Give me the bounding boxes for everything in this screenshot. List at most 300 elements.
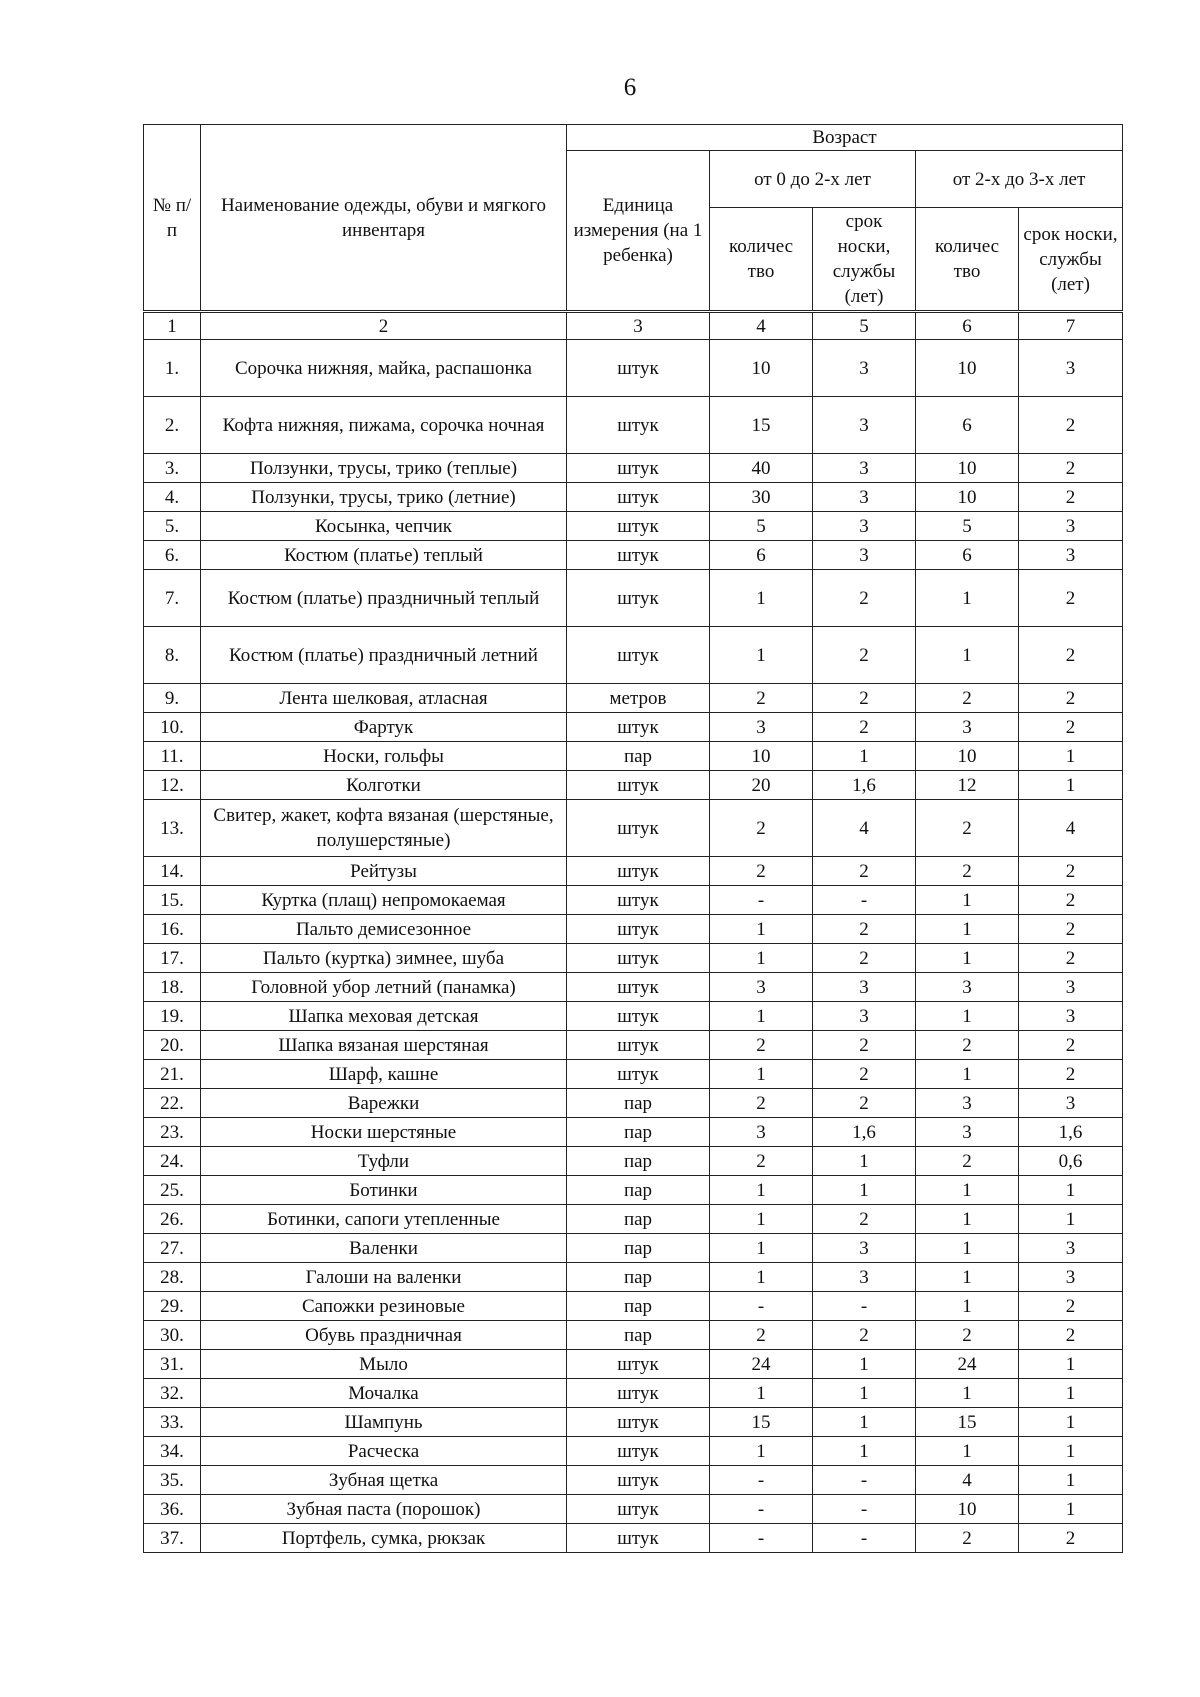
table-row (144, 1466, 1123, 1495)
wear-term-2-3: 3 (1019, 1263, 1123, 1292)
row-number: 14. (144, 857, 201, 886)
unit-of-measure: штук (567, 973, 710, 1002)
table-row (144, 742, 1123, 771)
table-row (144, 483, 1123, 512)
item-name: Мыло (201, 1350, 567, 1379)
table-row (144, 1147, 1123, 1176)
unit-of-measure: штук (567, 1031, 710, 1060)
row-number: 9. (144, 684, 201, 713)
row-number: 23. (144, 1118, 201, 1147)
item-name: Сорочка нижняя, майка, распашонка (201, 340, 567, 397)
column-number: 7 (1019, 312, 1123, 340)
item-name: Варежки (201, 1089, 567, 1118)
item-name: Обувь праздничная (201, 1321, 567, 1350)
unit-of-measure: штук (567, 1466, 710, 1495)
wear-term-2-3: 2 (1019, 915, 1123, 944)
row-number: 12. (144, 771, 201, 800)
unit-of-measure: штук (567, 1002, 710, 1031)
quantity-0-2: 1 (710, 944, 813, 973)
wear-term-0-2: - (813, 1495, 916, 1524)
row-number: 26. (144, 1205, 201, 1234)
table-row (144, 397, 1123, 454)
quantity-2-3: 24 (916, 1350, 1019, 1379)
unit-of-measure: пар (567, 1321, 710, 1350)
column-number: 2 (201, 312, 567, 340)
row-number: 18. (144, 973, 201, 1002)
table-row (144, 1350, 1123, 1379)
table-row (144, 1089, 1123, 1118)
table-row (144, 570, 1123, 627)
table-row (144, 713, 1123, 742)
wear-term-2-3: 3 (1019, 973, 1123, 1002)
wear-term-2-3: 3 (1019, 340, 1123, 397)
quantity-0-2: 1 (710, 627, 813, 684)
wear-term-2-3: 1 (1019, 1495, 1123, 1524)
row-number: 11. (144, 742, 201, 771)
quantity-2-3: 10 (916, 742, 1019, 771)
column-number: 6 (916, 312, 1019, 340)
wear-term-2-3: 1 (1019, 771, 1123, 800)
row-number: 29. (144, 1292, 201, 1321)
wear-term-0-2: 4 (813, 800, 916, 857)
table-row (144, 771, 1123, 800)
wear-term-0-2: 3 (813, 1263, 916, 1292)
row-number: 7. (144, 570, 201, 627)
quantity-2-3: 6 (916, 397, 1019, 454)
item-name: Пальто (куртка) зимнее, шуба (201, 944, 567, 973)
column-number: 4 (710, 312, 813, 340)
unit-of-measure: штук (567, 570, 710, 627)
wear-term-0-2: 1 (813, 1379, 916, 1408)
page-number: 6 (623, 74, 637, 101)
wear-term-2-3: 1 (1019, 1379, 1123, 1408)
row-number: 31. (144, 1350, 201, 1379)
header-num: № п/п (144, 125, 201, 312)
quantity-2-3: 3 (916, 973, 1019, 1002)
row-number: 27. (144, 1234, 201, 1263)
wear-term-2-3: 3 (1019, 541, 1123, 570)
wear-term-2-3: 2 (1019, 1060, 1123, 1089)
wear-term-2-3: 2 (1019, 713, 1123, 742)
unit-of-measure: пар (567, 1176, 710, 1205)
item-name: Мочалка (201, 1379, 567, 1408)
item-name: Пальто демисезонное (201, 915, 567, 944)
quantity-0-2: - (710, 1495, 813, 1524)
quantity-0-2: 2 (710, 1089, 813, 1118)
wear-term-0-2: 2 (813, 713, 916, 742)
header-name: Наименование одежды, обуви и мягкого инвентаря (201, 125, 567, 312)
wear-term-2-3: 1 (1019, 742, 1123, 771)
column-number: 1 (144, 312, 201, 340)
wear-term-0-2: 2 (813, 570, 916, 627)
quantity-2-3: 1 (916, 1292, 1019, 1321)
wear-term-2-3: 2 (1019, 1031, 1123, 1060)
item-name: Шапка вязаная шерстяная (201, 1031, 567, 1060)
item-name: Галоши на валенки (201, 1263, 567, 1292)
table-row (144, 1263, 1123, 1292)
quantity-2-3: 1 (916, 944, 1019, 973)
item-name: Костюм (платье) праздничный теплый (201, 570, 567, 627)
row-number: 16. (144, 915, 201, 944)
item-name: Зубная паста (порошок) (201, 1495, 567, 1524)
quantity-0-2: - (710, 886, 813, 915)
wear-term-2-3: 2 (1019, 944, 1123, 973)
row-number: 36. (144, 1495, 201, 1524)
wear-term-0-2: 1 (813, 1176, 916, 1205)
wear-term-2-3: 3 (1019, 1002, 1123, 1031)
row-number: 4. (144, 483, 201, 512)
table-row (144, 1292, 1123, 1321)
quantity-0-2: 1 (710, 1002, 813, 1031)
wear-term-0-2: 2 (813, 627, 916, 684)
table-row (144, 1379, 1123, 1408)
row-number: 20. (144, 1031, 201, 1060)
wear-term-0-2: 2 (813, 1089, 916, 1118)
item-name: Рейтузы (201, 857, 567, 886)
wear-term-2-3: 2 (1019, 397, 1123, 454)
quantity-2-3: 5 (916, 512, 1019, 541)
quantity-0-2: - (710, 1466, 813, 1495)
header-term-1: срок носки, службы (лет) (813, 208, 916, 312)
wear-term-0-2: 3 (813, 973, 916, 1002)
item-name: Ползунки, трусы, трико (летние) (201, 483, 567, 512)
quantity-0-2: - (710, 1292, 813, 1321)
wear-term-0-2: 3 (813, 483, 916, 512)
wear-term-0-2: 1,6 (813, 771, 916, 800)
table-row (144, 1031, 1123, 1060)
quantity-2-3: 2 (916, 800, 1019, 857)
item-name: Зубная щетка (201, 1466, 567, 1495)
wear-term-2-3: 2 (1019, 1321, 1123, 1350)
quantity-0-2: 1 (710, 1437, 813, 1466)
unit-of-measure: штук (567, 1350, 710, 1379)
table-row (144, 1437, 1123, 1466)
unit-of-measure: штук (567, 944, 710, 973)
quantity-2-3: 1 (916, 1205, 1019, 1234)
unit-of-measure: штук (567, 454, 710, 483)
unit-of-measure: штук (567, 397, 710, 454)
table-row (144, 886, 1123, 915)
wear-term-0-2: 2 (813, 915, 916, 944)
quantity-2-3: 1 (916, 1263, 1019, 1292)
wear-term-2-3: 0,6 (1019, 1147, 1123, 1176)
column-number: 5 (813, 312, 916, 340)
wear-term-0-2: 2 (813, 684, 916, 713)
quantity-2-3: 1 (916, 570, 1019, 627)
quantity-0-2: 3 (710, 1118, 813, 1147)
quantity-0-2: 30 (710, 483, 813, 512)
unit-of-measure: штук (567, 771, 710, 800)
row-number: 32. (144, 1379, 201, 1408)
unit-of-measure: пар (567, 1205, 710, 1234)
row-number: 6. (144, 541, 201, 570)
quantity-2-3: 10 (916, 483, 1019, 512)
quantity-0-2: 2 (710, 800, 813, 857)
row-number: 17. (144, 944, 201, 973)
wear-term-2-3: 2 (1019, 454, 1123, 483)
item-name: Ползунки, трусы, трико (теплые) (201, 454, 567, 483)
item-name: Туфли (201, 1147, 567, 1176)
quantity-0-2: 3 (710, 713, 813, 742)
quantity-0-2: 40 (710, 454, 813, 483)
header-age-group-1: от 0 до 2-х лет (710, 151, 916, 208)
row-number: 3. (144, 454, 201, 483)
item-name: Носки, гольфы (201, 742, 567, 771)
quantity-0-2: 1 (710, 1379, 813, 1408)
row-number: 21. (144, 1060, 201, 1089)
wear-term-2-3: 2 (1019, 857, 1123, 886)
quantity-0-2: 1 (710, 1234, 813, 1263)
unit-of-measure: штук (567, 915, 710, 944)
wear-term-0-2: - (813, 1524, 916, 1553)
quantity-0-2: 1 (710, 570, 813, 627)
quantity-2-3: 10 (916, 1495, 1019, 1524)
quantity-2-3: 2 (916, 1031, 1019, 1060)
quantity-0-2: 1 (710, 915, 813, 944)
table-row (144, 684, 1123, 713)
wear-term-2-3: 3 (1019, 1234, 1123, 1263)
table-row (144, 1060, 1123, 1089)
quantity-0-2: 20 (710, 771, 813, 800)
item-name: Костюм (платье) праздничный летний (201, 627, 567, 684)
row-number: 33. (144, 1408, 201, 1437)
wear-term-0-2: 1 (813, 1147, 916, 1176)
wear-term-0-2: 1 (813, 1350, 916, 1379)
header-term-2: срок носки, службы (лет) (1019, 208, 1123, 312)
wear-term-0-2: 3 (813, 397, 916, 454)
table-body (144, 312, 1123, 1553)
wear-term-2-3: 2 (1019, 483, 1123, 512)
item-name: Кофта нижняя, пижама, сорочка ночная (201, 397, 567, 454)
wear-term-0-2: 1 (813, 742, 916, 771)
table-row (144, 1205, 1123, 1234)
unit-of-measure: штук (567, 1437, 710, 1466)
wear-term-0-2: 2 (813, 944, 916, 973)
unit-of-measure: пар (567, 1292, 710, 1321)
item-name: Шарф, кашне (201, 1060, 567, 1089)
unit-of-measure: пар (567, 1263, 710, 1292)
wear-term-0-2: 2 (813, 857, 916, 886)
unit-of-measure: метров (567, 684, 710, 713)
row-number: 5. (144, 512, 201, 541)
unit-of-measure: штук (567, 713, 710, 742)
wear-term-0-2: 2 (813, 1031, 916, 1060)
quantity-0-2: 24 (710, 1350, 813, 1379)
quantity-2-3: 2 (916, 684, 1019, 713)
wear-term-2-3: 4 (1019, 800, 1123, 857)
wear-term-0-2: - (813, 1292, 916, 1321)
row-number: 19. (144, 1002, 201, 1031)
unit-of-measure: пар (567, 742, 710, 771)
unit-of-measure: штук (567, 1379, 710, 1408)
quantity-0-2: - (710, 1524, 813, 1553)
wear-term-0-2: 1 (813, 1408, 916, 1437)
wear-term-0-2: 3 (813, 454, 916, 483)
quantity-2-3: 4 (916, 1466, 1019, 1495)
table-row (144, 1118, 1123, 1147)
quantity-2-3: 1 (916, 627, 1019, 684)
quantity-2-3: 1 (916, 1234, 1019, 1263)
quantity-0-2: 10 (710, 340, 813, 397)
item-name: Фартук (201, 713, 567, 742)
quantity-2-3: 12 (916, 771, 1019, 800)
wear-term-0-2: 3 (813, 340, 916, 397)
table-row (144, 340, 1123, 397)
quantity-0-2: 1 (710, 1176, 813, 1205)
table-row (144, 973, 1123, 1002)
quantity-2-3: 1 (916, 886, 1019, 915)
row-number: 13. (144, 800, 201, 857)
quantity-0-2: 1 (710, 1263, 813, 1292)
row-number: 34. (144, 1437, 201, 1466)
table-row (144, 944, 1123, 973)
quantity-2-3: 1 (916, 1002, 1019, 1031)
wear-term-2-3: 2 (1019, 684, 1123, 713)
quantity-0-2: 5 (710, 512, 813, 541)
table-row (144, 1495, 1123, 1524)
table-row (144, 1002, 1123, 1031)
table-row (144, 1176, 1123, 1205)
quantity-2-3: 2 (916, 857, 1019, 886)
table-row (144, 857, 1123, 886)
unit-of-measure: штук (567, 886, 710, 915)
wear-term-2-3: 2 (1019, 1292, 1123, 1321)
wear-term-0-2: 3 (813, 541, 916, 570)
unit-of-measure: штук (567, 1060, 710, 1089)
item-name: Косынка, чепчик (201, 512, 567, 541)
item-name: Ботинки, сапоги утепленные (201, 1205, 567, 1234)
wear-term-2-3: 1 (1019, 1176, 1123, 1205)
unit-of-measure: пар (567, 1089, 710, 1118)
row-number: 37. (144, 1524, 201, 1553)
unit-of-measure: пар (567, 1234, 710, 1263)
quantity-2-3: 1 (916, 1176, 1019, 1205)
column-number: 3 (567, 312, 710, 340)
wear-term-0-2: 3 (813, 1234, 916, 1263)
unit-of-measure: штук (567, 340, 710, 397)
unit-of-measure: штук (567, 1495, 710, 1524)
row-number: 1. (144, 340, 201, 397)
quantity-2-3: 2 (916, 1147, 1019, 1176)
table-row (144, 512, 1123, 541)
quantity-2-3: 3 (916, 1089, 1019, 1118)
table-row (144, 454, 1123, 483)
item-name: Ботинки (201, 1176, 567, 1205)
item-name: Портфель, сумка, рюкзак (201, 1524, 567, 1553)
quantity-2-3: 3 (916, 713, 1019, 742)
wear-term-0-2: 1,6 (813, 1118, 916, 1147)
header-age-group-2: от 2-х до 3-х лет (916, 151, 1123, 208)
item-name: Носки шерстяные (201, 1118, 567, 1147)
quantity-0-2: 2 (710, 1147, 813, 1176)
column-number-row (144, 312, 1123, 340)
quantity-2-3: 2 (916, 1524, 1019, 1553)
quantity-0-2: 2 (710, 857, 813, 886)
quantity-0-2: 2 (710, 684, 813, 713)
table-row (144, 1524, 1123, 1553)
item-name: Сапожки резиновые (201, 1292, 567, 1321)
header-unit: Единица измерения (на 1 ребенка) (567, 151, 710, 312)
header-qty-1: количес тво (710, 208, 813, 312)
row-number: 8. (144, 627, 201, 684)
item-name: Куртка (плащ) непромокаемая (201, 886, 567, 915)
table-row (144, 915, 1123, 944)
item-name: Расческа (201, 1437, 567, 1466)
row-number: 2. (144, 397, 201, 454)
item-name: Валенки (201, 1234, 567, 1263)
unit-of-measure: штук (567, 627, 710, 684)
quantity-0-2: 15 (710, 397, 813, 454)
unit-of-measure: штук (567, 1524, 710, 1553)
clothing-norms-table (143, 124, 1123, 1553)
table-row (144, 541, 1123, 570)
row-number: 25. (144, 1176, 201, 1205)
row-number: 24. (144, 1147, 201, 1176)
header-qty-2: количес тво (916, 208, 1019, 312)
quantity-2-3: 10 (916, 454, 1019, 483)
table-row (144, 1321, 1123, 1350)
unit-of-measure: штук (567, 483, 710, 512)
wear-term-2-3: 1 (1019, 1408, 1123, 1437)
item-name: Свитер, жакет, кофта вязаная (шерстяные, полушерстяные) (201, 800, 567, 857)
wear-term-0-2: 2 (813, 1321, 916, 1350)
wear-term-2-3: 1,6 (1019, 1118, 1123, 1147)
quantity-0-2: 10 (710, 742, 813, 771)
wear-term-2-3: 2 (1019, 570, 1123, 627)
wear-term-2-3: 3 (1019, 512, 1123, 541)
wear-term-0-2: 3 (813, 1002, 916, 1031)
row-number: 22. (144, 1089, 201, 1118)
quantity-0-2: 2 (710, 1321, 813, 1350)
wear-term-2-3: 1 (1019, 1466, 1123, 1495)
row-number: 35. (144, 1466, 201, 1495)
unit-of-measure: пар (567, 1118, 710, 1147)
wear-term-0-2: 3 (813, 512, 916, 541)
unit-of-measure: штук (567, 1408, 710, 1437)
wear-term-0-2: 2 (813, 1205, 916, 1234)
quantity-2-3: 15 (916, 1408, 1019, 1437)
quantity-0-2: 2 (710, 1031, 813, 1060)
table-row (144, 800, 1123, 857)
unit-of-measure: штук (567, 800, 710, 857)
item-name: Шапка меховая детская (201, 1002, 567, 1031)
quantity-2-3: 1 (916, 1437, 1019, 1466)
item-name: Лента шелковая, атласная (201, 684, 567, 713)
quantity-0-2: 3 (710, 973, 813, 1002)
wear-term-0-2: 1 (813, 1437, 916, 1466)
quantity-2-3: 3 (916, 1118, 1019, 1147)
unit-of-measure: штук (567, 857, 710, 886)
wear-term-2-3: 1 (1019, 1205, 1123, 1234)
item-name: Шампунь (201, 1408, 567, 1437)
unit-of-measure: штук (567, 541, 710, 570)
table-row (144, 1234, 1123, 1263)
item-name: Колготки (201, 771, 567, 800)
wear-term-0-2: 2 (813, 1060, 916, 1089)
quantity-0-2: 1 (710, 1060, 813, 1089)
wear-term-2-3: 2 (1019, 627, 1123, 684)
table-row (144, 627, 1123, 684)
header-age: Возраст (567, 125, 1123, 151)
quantity-0-2: 15 (710, 1408, 813, 1437)
quantity-0-2: 1 (710, 1205, 813, 1234)
wear-term-2-3: 3 (1019, 1089, 1123, 1118)
quantity-2-3: 6 (916, 541, 1019, 570)
quantity-2-3: 10 (916, 340, 1019, 397)
row-number: 28. (144, 1263, 201, 1292)
item-name: Костюм (платье) теплый (201, 541, 567, 570)
row-number: 15. (144, 886, 201, 915)
